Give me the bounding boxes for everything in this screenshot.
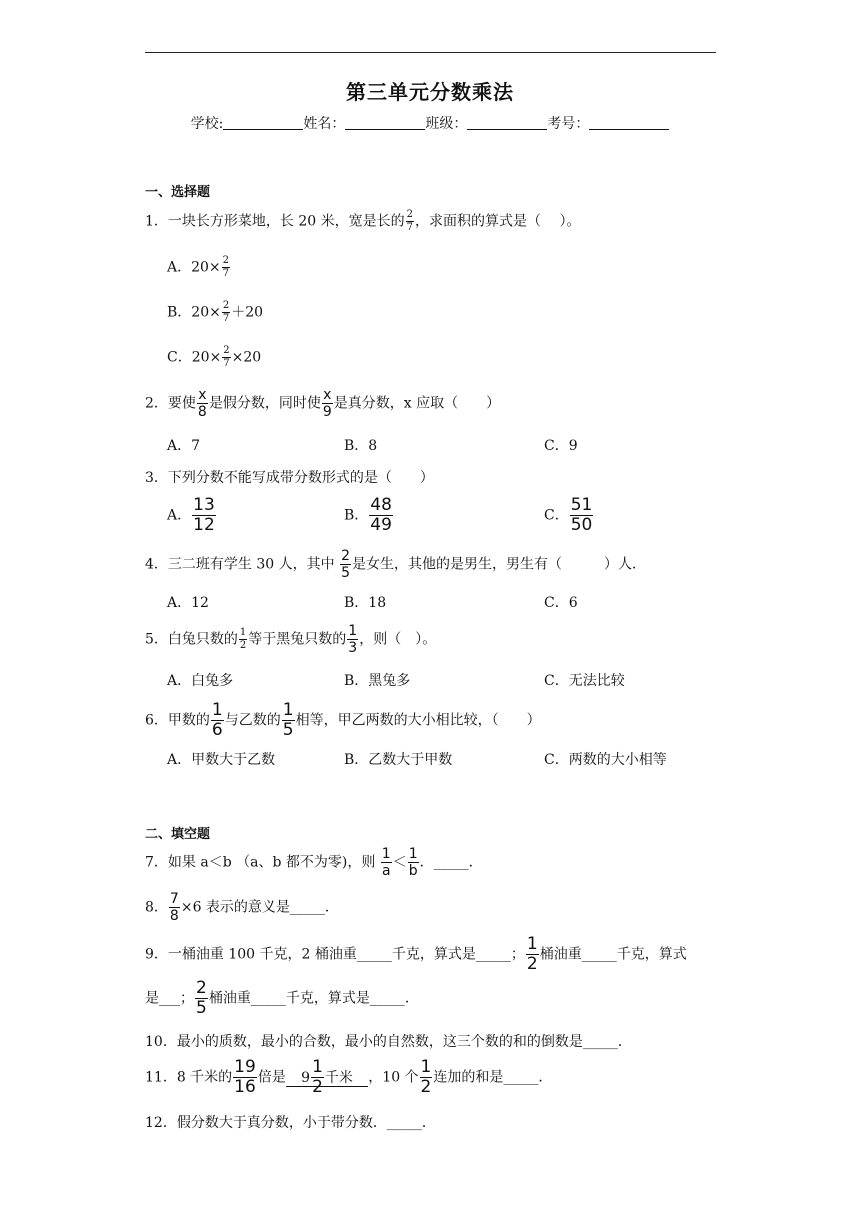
question-8: 8． $\frac{7}{8}$ ×6 表示的意义是_____． xyxy=(145,891,339,924)
question-11: 11．8 千米的 $\frac{19}{16}$ 倍是 9 $\frac{1}{2}$ 千米 ，10 个 $\frac{1}{2}$ 连加的和是_____． xyxy=(145,1057,553,1097)
q6-option-c[interactable]: C．两数的大小相等 xyxy=(544,752,667,768)
student-info-line xyxy=(0,113,860,133)
name-label: 姓名： xyxy=(303,116,346,132)
q3-option-a[interactable]: A． $\frac{13}{12}$ xyxy=(167,495,215,535)
exam-no-blank[interactable] xyxy=(589,117,669,130)
question-3: 3．下列分数不能写成带分数形式的是（ ） xyxy=(145,470,434,486)
section-title-choice: 一、选择题 xyxy=(145,185,211,200)
question-9-line-1: 9．一桶油重 100 千克，2 桶油重_____千克，算式是_____； $\frac{1}{2}$ 桶油重_____千克，算式 xyxy=(145,934,687,974)
q5-option-a[interactable]: A．白兔多 xyxy=(167,673,234,689)
q1-option-c[interactable]: C．20× $\frac{2}{7}$ ×20 xyxy=(167,345,262,369)
page-title: 第三单元分数乘法 xyxy=(346,80,514,104)
q1-option-a[interactable]: A．20× $\frac{2}{7}$ xyxy=(167,255,230,279)
q2-option-a[interactable]: A．7 xyxy=(167,438,201,454)
q5-option-c[interactable]: C．无法比较 xyxy=(544,673,625,689)
school-blank[interactable] xyxy=(223,117,303,130)
top-rule xyxy=(145,52,716,53)
q11-answer: 9 $\frac{1}{2}$ 千米 xyxy=(286,1070,368,1087)
q1-text-post: ，求面积的算式是（ ）。 xyxy=(415,213,581,230)
question-1 xyxy=(145,210,580,233)
q1-fraction: $\frac{2}{7}$ xyxy=(406,209,413,233)
question-5: 5．白兔只数的 $\frac{1}{2}$ 等于黑兔只数的 $\frac{1}{3}$ ，则（ ）。 xyxy=(145,623,437,656)
q4-option-a[interactable]: A．12 xyxy=(167,595,209,611)
question-7: 7．如果 a＜b （a、b 都不为零)，则 $\frac{1}{a}$ ＜ $\frac{1}{b}$ ．_____． xyxy=(145,846,483,879)
school-label: 学校: xyxy=(190,116,224,132)
q4-option-b[interactable]: B．18 xyxy=(344,595,387,611)
q2-option-b[interactable]: B．8 xyxy=(344,438,378,454)
question-6: 6．甲数的 $\frac{1}{6}$ 与乙数的 $\frac{1}{5}$ 相等，甲乙两数的大小相比较，（ ） xyxy=(145,700,541,740)
exam-no-label: 考号： xyxy=(547,116,590,132)
question-2: 2．要使 $\frac{x}{8}$ 是假分数，同时使 $\frac{x}{9}$ 是真分数，x 应取（ ） xyxy=(145,387,501,420)
q1-option-b[interactable]: B．20× $\frac{2}{7}$ ＋20 xyxy=(167,300,264,324)
q2-option-c[interactable]: C．9 xyxy=(544,438,578,454)
name-blank[interactable] xyxy=(345,117,425,130)
q5-option-b[interactable]: B．黑兔多 xyxy=(344,673,411,689)
q6-option-b[interactable]: B．乙数大于甲数 xyxy=(344,752,453,768)
q4-option-c[interactable]: C．6 xyxy=(544,595,578,611)
q3-option-b[interactable]: B． $\frac{48}{49}$ xyxy=(344,495,392,535)
section-title-fill: 二、填空题 xyxy=(145,827,211,842)
class-label: 班级： xyxy=(425,116,468,132)
question-9-line-2: 是___； $\frac{2}{5}$ 桶油重_____千克，算式是_____． xyxy=(145,978,419,1018)
question-12: 12．假分数大于真分数，小于带分数．_____． xyxy=(145,1115,436,1131)
question-10: 10．最小的质数，最小的合数，最小的自然数，这三个数的和的倒数是_____． xyxy=(145,1034,632,1050)
question-4: 4．三二班有学生 30 人，其中 $\frac{2}{5}$ 是女生，其他的是男生，男生有（ ）人． xyxy=(145,548,646,581)
q3-option-c[interactable]: C． $\frac{51}{50}$ xyxy=(544,495,593,535)
q6-option-a[interactable]: A．甲数大于乙数 xyxy=(167,752,276,768)
class-blank[interactable] xyxy=(467,117,547,130)
q1-text-pre: 1．一块长方形菜地，长 20 米，宽是长的 xyxy=(145,213,405,230)
